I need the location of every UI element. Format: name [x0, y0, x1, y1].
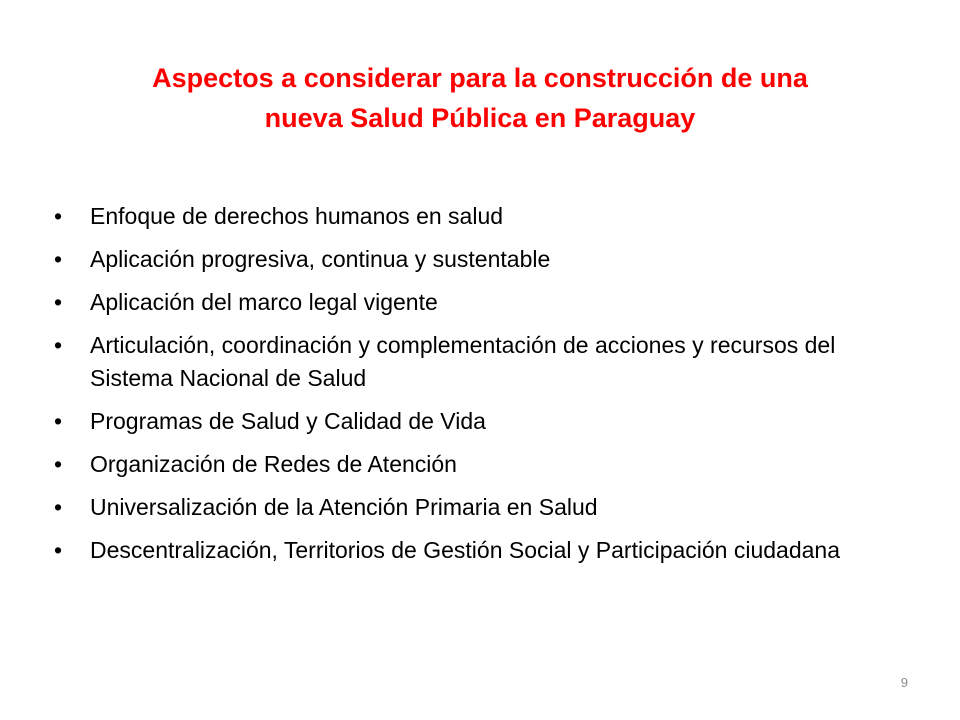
bullet-dot-icon: • — [54, 451, 63, 477]
bullet-dot-icon: • — [54, 408, 63, 434]
title-line-1: Aspectos a considerar para la construcción de una — [152, 63, 808, 93]
bullet-item — [50, 200, 910, 233]
bullet-item — [50, 405, 910, 438]
bullet-item — [50, 243, 910, 276]
bullet-text: Aplicación progresiva, continua y sustentable — [90, 246, 551, 272]
bullet-text: Aplicación del marco legal vigente — [90, 289, 438, 315]
bullet-dot-icon: • — [54, 494, 63, 520]
bullet-text: Organización de Redes de Atención — [90, 451, 457, 477]
bullet-dot-icon: • — [54, 537, 63, 563]
bullet-dot-icon: • — [54, 246, 63, 272]
title-line-2: nueva Salud Pública en Paraguay — [264, 103, 696, 133]
bullet-item — [50, 491, 910, 524]
bullet-list — [50, 200, 910, 577]
bullet-item — [50, 448, 910, 481]
bullet-item — [50, 534, 910, 567]
bullet-text: Enfoque de derechos humanos en salud — [90, 203, 504, 229]
bullet-text: Descentralización, Territorios de Gestión Social y Participación ciudadana — [90, 537, 841, 563]
bullet-item — [50, 329, 910, 395]
bullet-dot-icon: • — [54, 289, 63, 315]
bullet-dot-icon: • — [54, 332, 63, 358]
bullet-text: Universalización de la Atención Primaria en Salud — [90, 494, 598, 520]
bullet-text: Articulación, coordinación y complementación de acciones y recursos del Sistema Nacional de Salud — [90, 332, 836, 391]
bullet-item — [50, 286, 910, 319]
slide-title — [60, 58, 900, 138]
bullet-text: Programas de Salud y Calidad de Vida — [90, 408, 486, 434]
bullet-dot-icon: • — [54, 203, 63, 229]
page-number: 9 — [900, 675, 908, 690]
